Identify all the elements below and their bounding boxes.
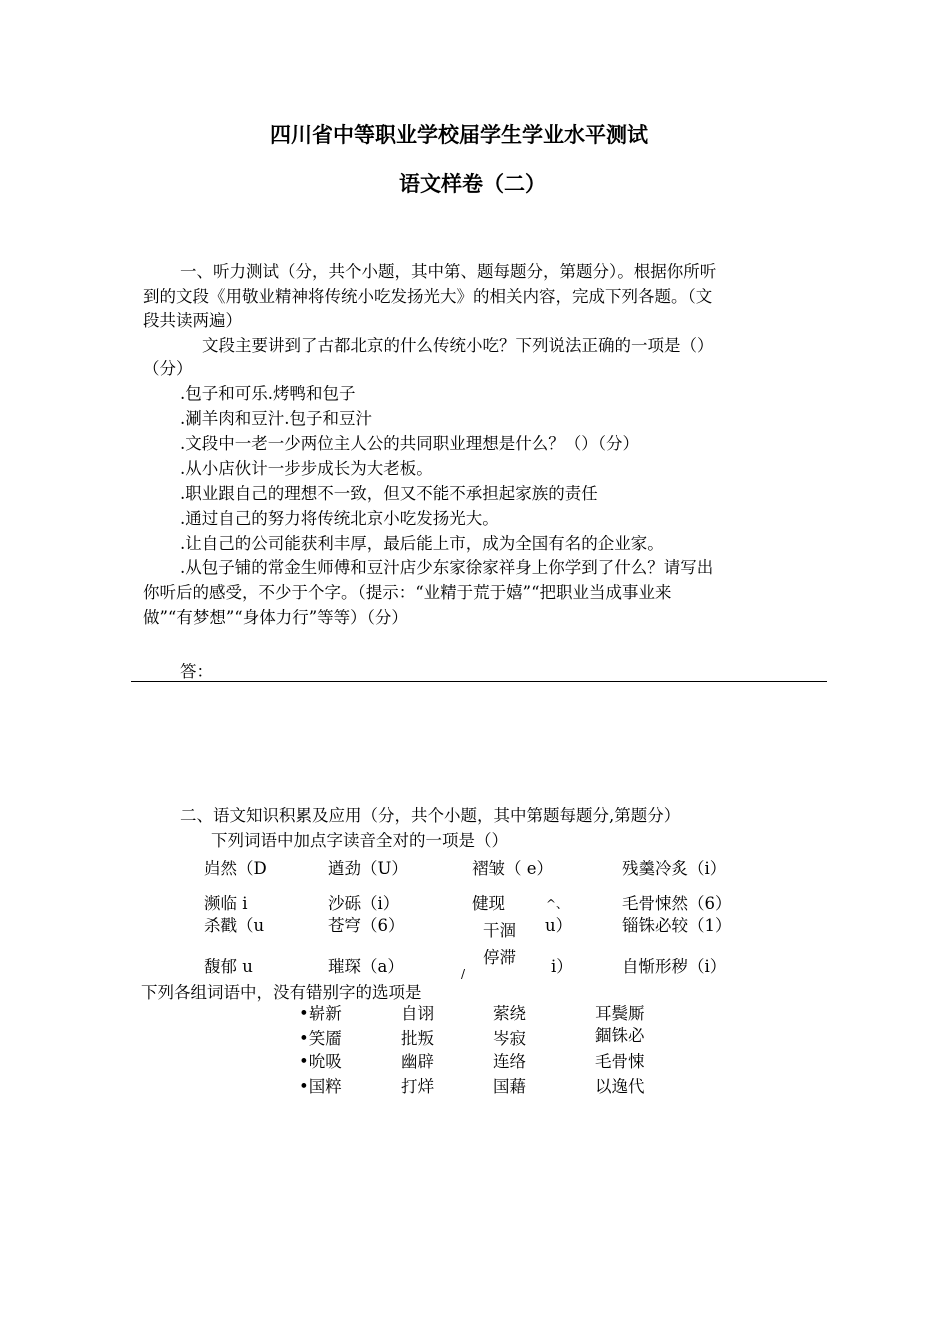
pinyin-item: 沙砾（i）: [328, 894, 400, 913]
pinyin-item: 璀琛（a）: [328, 957, 404, 976]
section1-intro-line: 一、听力测试（分，共个小题，其中第、题每题分，第题分）。根据你所听: [180, 262, 717, 281]
page-title: 四川省中等职业学校届学生学业水平测试: [270, 123, 648, 147]
question-1-text: 文段主要讲到了古都北京的什么传统小吃？下列说法正确的一项是（）: [202, 336, 714, 355]
word-option: 錮铢必: [595, 1026, 645, 1045]
word-option: 岑寂: [493, 1029, 526, 1048]
pinyin-item: 岿然（D: [204, 859, 267, 878]
word-option: 幽辟: [401, 1052, 434, 1071]
word-option: 连络: [493, 1052, 526, 1071]
word-option: •吮吸: [299, 1052, 342, 1071]
section1-intro-line: 段共读两遍）: [143, 311, 242, 330]
word-option: •国粹: [299, 1077, 342, 1096]
word-option: •笑靥: [299, 1029, 342, 1048]
pinyin-item: 停滞: [483, 948, 516, 967]
section1-intro-line: 到的文段《用敬业精神将传统小吃发扬光大》的相关内容，完成下列各题。（文: [143, 287, 713, 306]
question-3-text: 做”“有梦想”“身体力行”等等）（分）: [143, 608, 408, 627]
pinyin-item: 苍穹（6）: [328, 916, 405, 935]
pinyin-item: 馥郁 u: [204, 957, 253, 976]
pinyin-item: 褶皱（ e）: [472, 859, 554, 878]
pinyin-item: 濒临 i: [204, 894, 248, 913]
pinyin-item: 杀戳（u: [204, 916, 265, 935]
word-option: 耳鬓厮: [595, 1004, 645, 1023]
pinyin-item: 毛骨悚然（6）: [622, 894, 732, 913]
question-1-option: .涮羊肉和豆汁.包子和豆汁: [180, 409, 372, 428]
question-2-text: .文段中一老一少两位主人公的共同职业理想是什么？（）（分）: [180, 434, 639, 453]
pinyin-item: i）: [551, 957, 573, 976]
word-option: •崭新: [299, 1004, 342, 1023]
tone-mark: ^、: [546, 897, 569, 911]
pinyin-item: 干涸: [483, 921, 516, 940]
answer-line: [131, 681, 827, 682]
word-option: 以逸代: [595, 1077, 645, 1096]
word-option: 萦绕: [493, 1004, 526, 1023]
question-1-option: .包子和可乐.烤鸭和包子: [180, 384, 356, 403]
question-2-option: .从小店伙计一步步成长为大老板。: [180, 459, 433, 478]
question-1-text: （分）: [143, 359, 193, 378]
question-2-option: .让自己的公司能获利丰厚，最后能上市，成为全国有名的企业家。: [180, 534, 664, 553]
pinyin-item: 遒劲（U）: [328, 859, 408, 878]
word-option: 国藉: [493, 1077, 526, 1096]
answer-label: 答：: [180, 662, 213, 681]
question-3-text: 你听后的感受，不少于个字。（提示：“业精于荒于嬉”“把职业当成事业来: [143, 583, 672, 602]
pinyin-item: 锱铢必较（1）: [622, 916, 732, 935]
pinyin-item: 自惭形秽（i）: [622, 957, 727, 976]
question-2-option: .职业跟自己的理想不一致，但又不能不承担起家族的责任: [180, 484, 598, 503]
section2-question-2: 下列各组词语中，没有错别字的选项是: [141, 983, 422, 1002]
pinyin-item: 残羹冷炙（i）: [622, 859, 727, 878]
word-option: 毛骨悚: [595, 1052, 645, 1071]
section2-heading: 二、语文知识积累及应用（分，共个小题，其中第题每题分,第题分）: [180, 806, 681, 825]
pinyin-item: u）: [545, 916, 573, 935]
word-option: 自诩: [401, 1004, 434, 1023]
pinyin-item: 健现: [472, 894, 505, 913]
tone-mark: /: [461, 967, 466, 981]
question-2-option: .通过自己的努力将传统北京小吃发扬光大。: [180, 509, 499, 528]
word-option: 打烊: [401, 1077, 434, 1096]
section2-question-1: 下列词语中加点字读音全对的一项是（）: [211, 831, 508, 850]
word-option: 批叛: [401, 1029, 434, 1048]
question-3-text: .从包子铺的常金生师傅和豆汁店少东家徐家祥身上你学到了什么？请写出: [180, 558, 714, 577]
page-subtitle: 语文样卷（二）: [399, 172, 546, 196]
